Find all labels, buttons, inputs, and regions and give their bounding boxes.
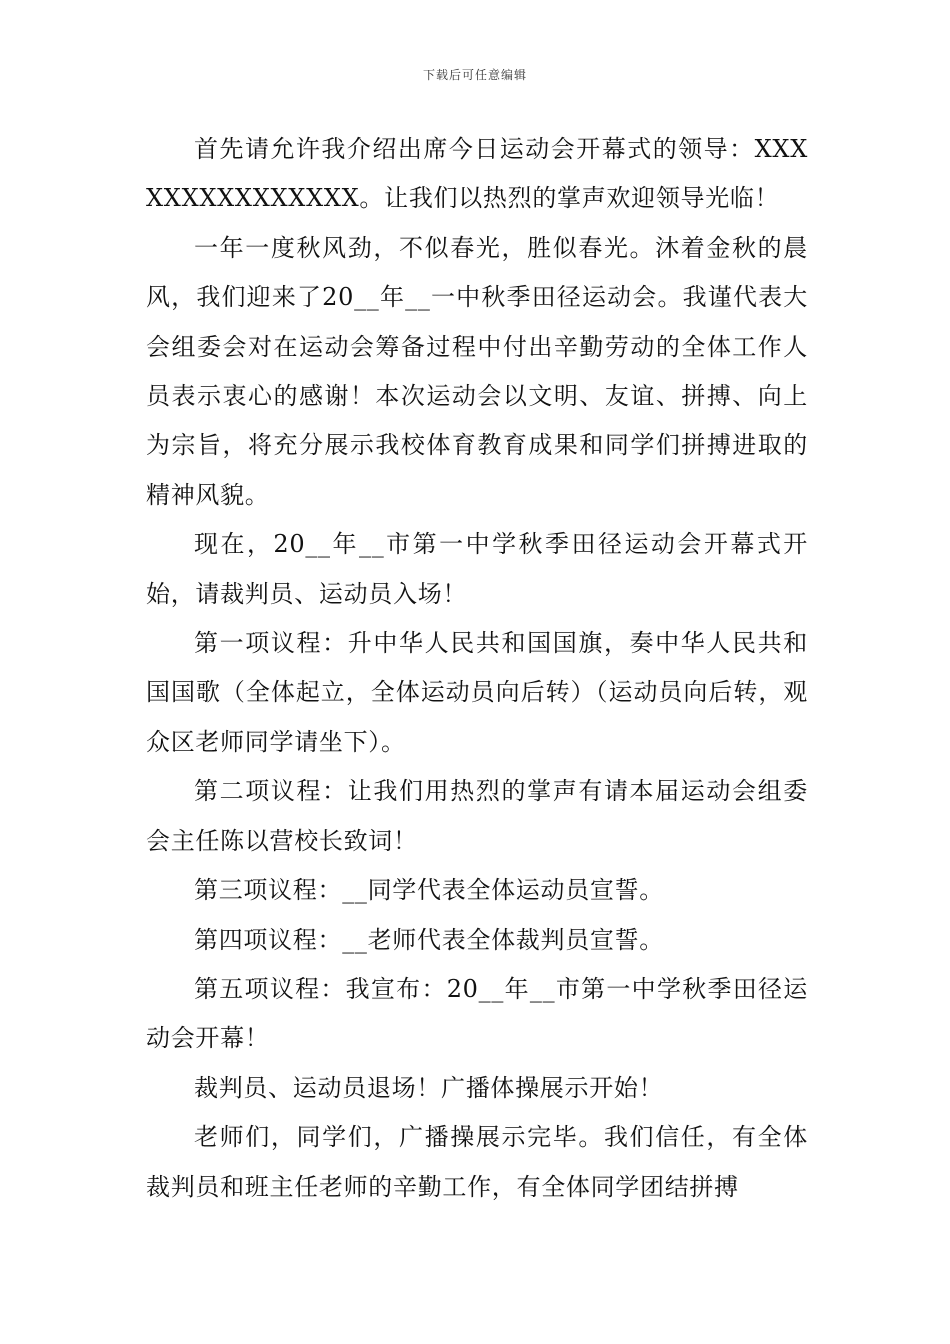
header-note: 下载后可任意编辑 (422, 68, 527, 82)
paragraph-agenda-3: 第三项议程：__同学代表全体运动员宣誓。 (194, 876, 664, 905)
paragraph-closing: 老师们，同学们，广播操展示完毕。我们信任，有全体裁判员和班主任老师的辛勤工作，有全体同学团结拼搏 (146, 1123, 808, 1201)
paragraph-exercise-start: 裁判员、运动员退场！广播体操展示开始！ (194, 1073, 664, 1102)
paragraph-ceremony-start: 现在，20__年__市第一中学秋季田径运动会开幕式开始，请裁判员、运动员入场！ (146, 530, 808, 608)
paragraph-agenda-5: 第五项议程：我宣布：20__年__市第一中学秋季田径运动会开幕！ (146, 974, 808, 1053)
document-body (146, 125, 808, 1212)
paragraph-agenda-4: 第四项议程：__老师代表全体裁判员宣誓。 (194, 925, 664, 954)
paragraph-opening-remarks: 一年一度秋风劲，不似春光，胜似春光。沐着金秋的晨风，我们迎来了20__年__一中秋季田径运动会。我谨代表大会组委会对在运动会筹备过程中付出辛勤劳动的全体工作人员表示衷心的感谢！本次运动会以文明、友谊、拼搏、向上为宗旨，将充分展示我校体育教育成果和同学们拼搏进取的精神风貌。 (146, 233, 808, 509)
paragraph-intro-leaders: 首先请允许我介绍出席今日运动会开幕式的领导：XXXXXXXXXXXXXXX。让我们以热烈的掌声欢迎领导光临！ (146, 135, 808, 213)
paragraph-agenda-1: 第一项议程：升中华人民共和国国旗，奏中华人民共和国国歌（全体起立，全体运动员向后转）（运动员向后转，观众区老师同学请坐下）。 (146, 629, 808, 756)
paragraph-agenda-2: 第二项议程：让我们用热烈的掌声有请本届运动会组委会主任陈以营校长致词！ (146, 777, 808, 855)
